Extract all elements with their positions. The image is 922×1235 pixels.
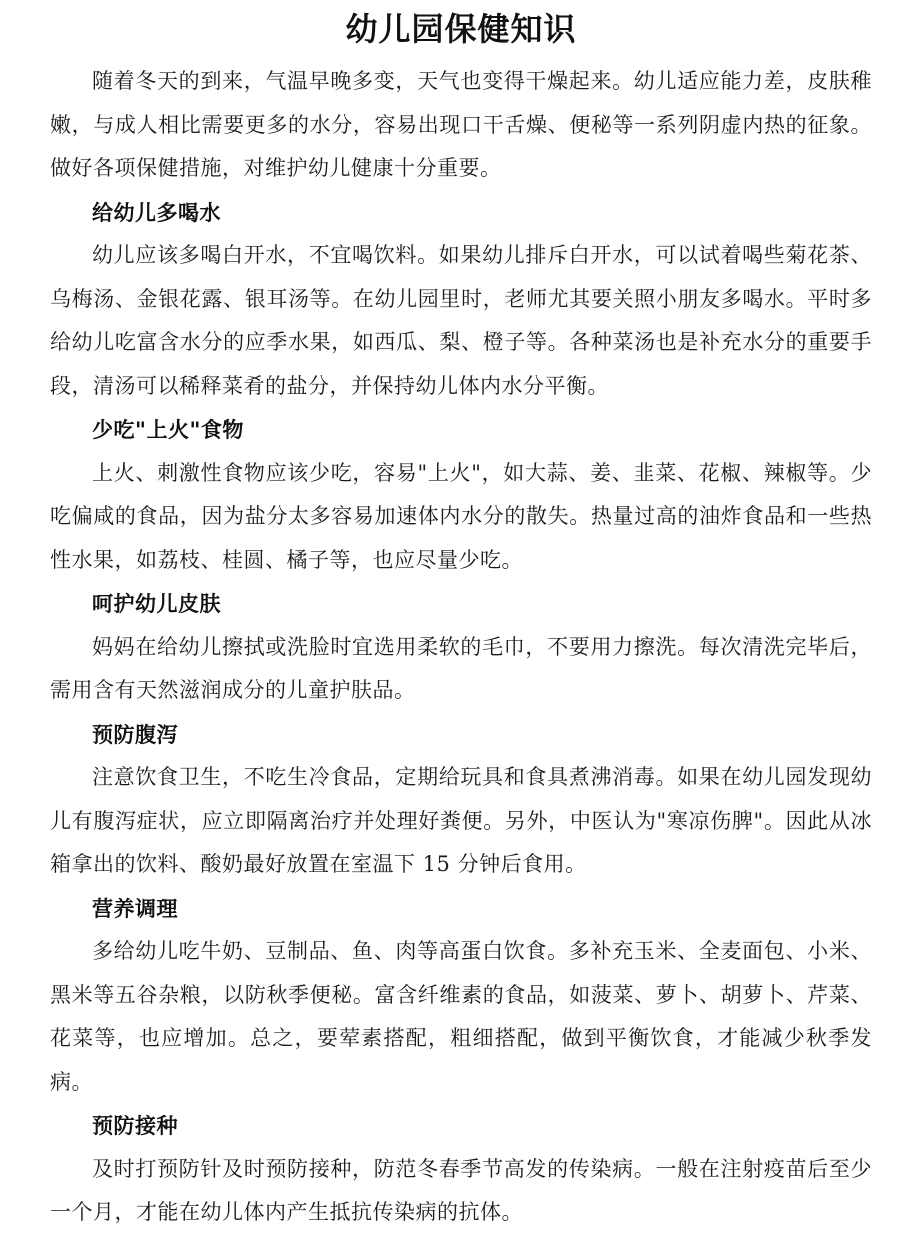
section-body-vaccination: 及时打预防针及时预防接种，防范冬春季节高发的传染病。一般在注射疫苗后至少一个月，才能在幼儿体内产生抵抗传染病的抗体。 [50, 1156, 872, 1224]
section-heading-less-heaty-food: 少吃"上火"食物 [92, 417, 244, 442]
section-body-prevent-diarrhea: 注意饮食卫生，不吃生冷食品，定期给玩具和食具煮沸消毒。如果在幼儿园发现幼儿有腹泻症状，应立即隔离治疗并处理好粪便。另外，中医认为"寒凉伤脾"。因此从冰箱拿出的饮料、酸奶最好放置在室温下 15 分钟后食用。 [50, 765, 872, 876]
section-body-drink-water: 幼儿应该多喝白开水，不宜喝饮料。如果幼儿排斥白开水，可以试着喝些菊花茶、乌梅汤、金银花露、银耳汤等。在幼儿园里时，老师尤其要关照小朋友多喝水。平时多给幼儿吃富含水分的应季水果，如西瓜、梨、橙子等。各种菜汤也是补充水分的重要手段，清汤可以稀释菜肴的盐分，并保持幼儿体内水分平衡。 [50, 243, 872, 398]
section-heading-prevent-diarrhea: 预防腹泻 [92, 721, 178, 747]
section-heading-nutrition: 营养调理 [92, 895, 178, 921]
section-heading-skin-care: 呵护幼儿皮肤 [92, 591, 221, 616]
section-body-skin-care: 妈妈在给幼儿擦拭或洗脸时宜选用柔软的毛巾，不要用力擦洗。每次清洗完毕后，需用含有天然滋润成分的儿童护肤品。 [50, 634, 872, 702]
section-heading-drink-water: 给幼儿多喝水 [92, 199, 221, 225]
section-body-less-heaty-food: 上火、刺激性食物应该少吃，容易"上火"，如大蒜、姜、韭菜、花椒、辣椒等。少吃偏咸的食品，因为盐分太多容易加速体内水分的散失。热量过高的油炸食品和一些热性水果，如荔枝、桂圆、橘子等，也应尽量少吃。 [50, 460, 872, 572]
section-body-nutrition: 多给幼儿吃牛奶、豆制品、鱼、肉等高蛋白饮食。多补充玉米、全麦面包、小米、黑米等五谷杂粮，以防秋季便秘。富含纤维素的食品，如菠菜、萝卜、胡萝卜、芹菜、花菜等，也应增加。总之，要荤素搭配，粗细搭配，做到平衡饮食，才能减少秋季发病。 [50, 939, 872, 1094]
section-heading-vaccination: 预防接种 [92, 1113, 178, 1138]
intro-paragraph: 随着冬天的到来，气温早晚多变，天气也变得干燥起来。幼儿适应能力差，皮肤稚嫩，与成人相比需要更多的水分，容易出现口干舌燥、便秘等一系列阴虚内热的征象。做好各项保健措施，对维护幼儿健康十分重要。 [50, 69, 872, 180]
document-title: 幼儿园保健知识 [345, 10, 577, 48]
